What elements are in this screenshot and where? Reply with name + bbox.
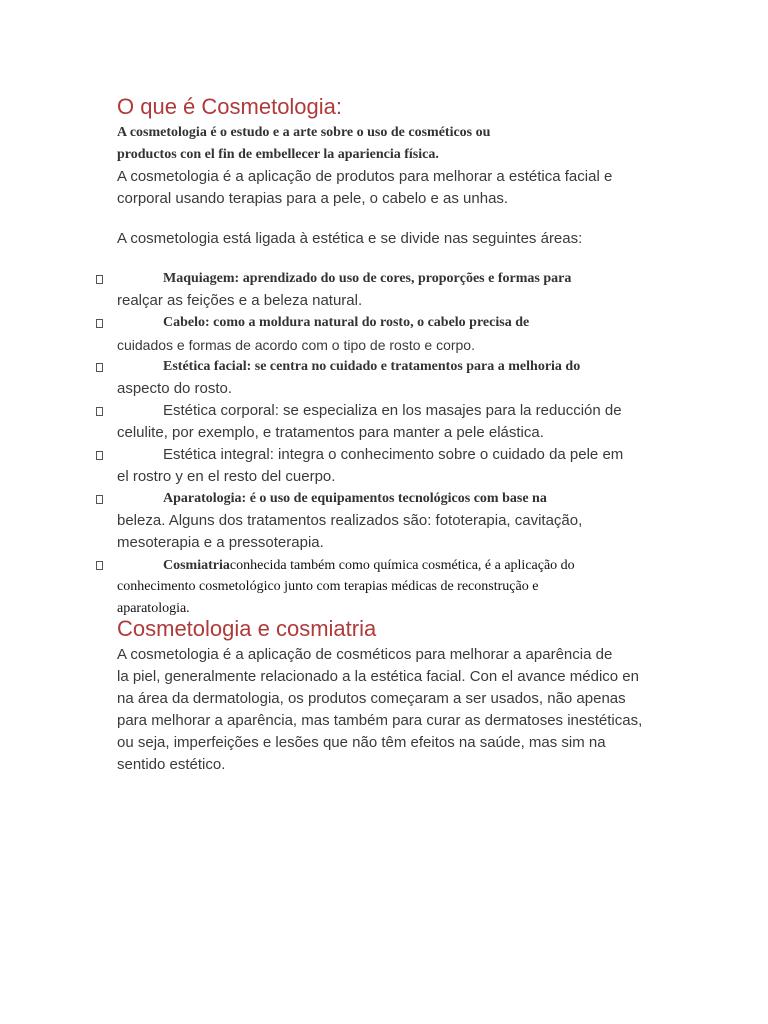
paragraph-line: A cosmetologia é a aplicação de produtos para melhorar a estética facial e xyxy=(117,168,613,185)
list-item-line: realçar as feições e a beleza natural. xyxy=(117,292,363,309)
term-cosmiatria: Cosmiatria xyxy=(163,558,230,573)
paragraph-line: A cosmetologia é a aplicação de cosméticos para melhorar a aparência de xyxy=(117,646,613,663)
intro-bold-line: A cosmetologia é o estudo e a arte sobre o uso de cosméticos ou xyxy=(117,125,491,140)
list-item-line: Estética corporal: se especializa en los masajes para la reducción de xyxy=(163,402,622,419)
list-item-line: Maquiagem: aprendizado do uso de cores, proporções e formas para xyxy=(163,271,572,286)
list-item-line: Estética integral: integra o conhecimento sobre o cuidado da pele em xyxy=(163,446,624,463)
paragraph-line: para melhorar a aparência, mas também para curar as dermatoses inestéticas, xyxy=(117,712,643,729)
list-item-line: Estética facial: se centra no cuidado e tratamentos para a melhoria do xyxy=(163,359,581,374)
paragraph-line: A cosmetologia está ligada à estética e se divide nas seguintes áreas: xyxy=(117,230,583,247)
bullet-icon xyxy=(96,319,103,328)
bullet-icon xyxy=(96,275,103,284)
list-item-line: beleza. Alguns dos tratamentos realizados são: fototerapia, cavitação, xyxy=(117,512,583,529)
list-item-line: el rostro y en el resto del cuerpo. xyxy=(117,468,336,485)
list-item-line: aparatologia. xyxy=(117,601,190,616)
list-item-line: Cabelo: como a moldura natural do rosto, o cabelo precisa de xyxy=(163,315,530,330)
list-item-line: aspecto do rosto. xyxy=(117,380,233,397)
paragraph-line: sentido estético. xyxy=(117,756,226,773)
paragraph-line: na área da dermatologia, os produtos começaram a ser usados, não apenas xyxy=(117,690,626,707)
paragraph-line: corporal usando terapias para a pele, o cabelo e as unhas. xyxy=(117,190,509,207)
term-definition: conhecida também como química cosmética, é a aplicação do xyxy=(229,558,575,573)
bullet-icon xyxy=(96,451,103,460)
list-item-line xyxy=(163,555,575,576)
section-heading-cosmetology-and-cosmiatry: Cosmetologia e cosmiatria xyxy=(117,616,377,641)
list-item-line: celulite, por exemplo, e tratamentos para manter a pele elástica. xyxy=(117,424,544,441)
bullet-icon xyxy=(96,495,103,504)
paragraph-line: la piel, generalmente relacionado a la estética facial. Con el avance médico en xyxy=(117,668,639,685)
list-item-line: conhecimento cosmetológico junto com terapias médicas de reconstrução e xyxy=(117,579,539,594)
bullet-icon xyxy=(96,407,103,416)
list-item-line: cuidados e formas de acordo com o tipo de rosto e corpo. xyxy=(117,337,475,353)
bullet-icon xyxy=(96,363,103,372)
intro-bold-line: productos con el fin de embellecer la apariencia física. xyxy=(117,147,439,162)
bullet-icon xyxy=(96,561,103,570)
section-heading-what-is-cosmetology: O que é Cosmetologia: xyxy=(117,94,343,119)
list-item-line: Aparatologia: é o uso de equipamentos tecnológicos com base na xyxy=(163,491,547,506)
list-item-line: mesoterapia e a pressoterapia. xyxy=(117,534,324,551)
paragraph-line: ou seja, imperfeições e lesões que não têm efeitos na saúde, mas sim na xyxy=(117,734,606,751)
